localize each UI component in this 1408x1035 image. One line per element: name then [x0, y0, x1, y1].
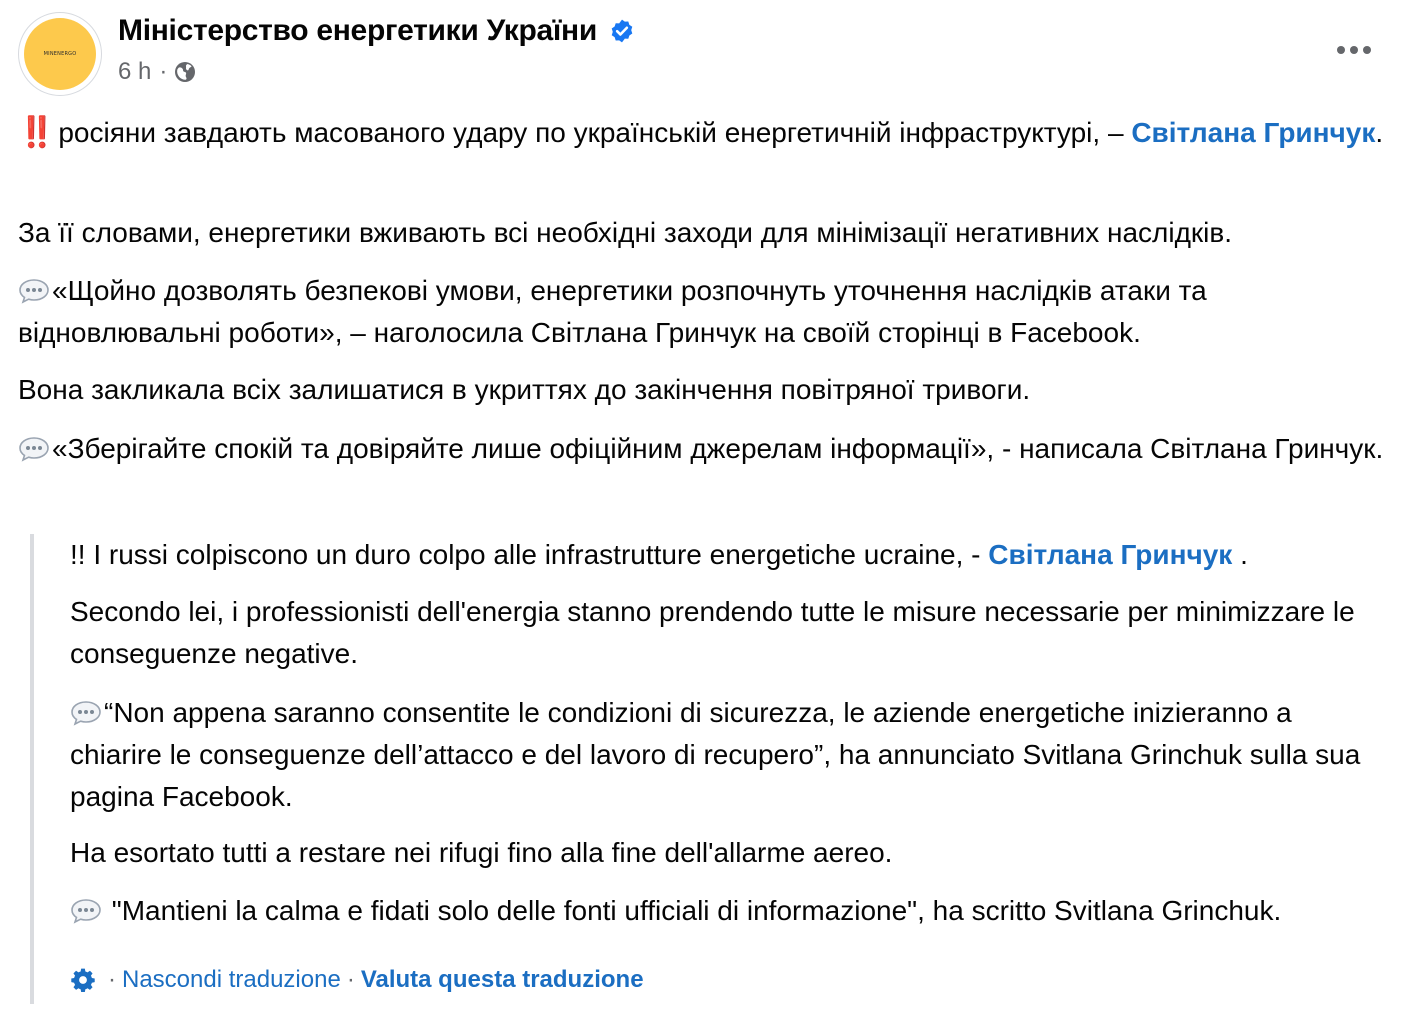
post-timestamp[interactable]: 6 h: [118, 58, 152, 85]
meta-separator: ·: [159, 58, 168, 85]
translation-block: [30, 534, 1404, 1004]
translation-paragraph-1-end: .: [1232, 539, 1248, 570]
translation-paragraph-5-text: "Mantieni la calma e fidati solo delle fonti ufficiali di informazione", ha scritto Svitlana Grinchuk.: [104, 895, 1282, 926]
post-paragraph-1-end: .: [1375, 117, 1384, 148]
post-paragraph-4: Вона закликала всіх залишатися в укриттях до закінчення повітряної тривоги.: [18, 374, 1031, 405]
post-meta: [118, 58, 197, 86]
double-exclamation-icon: ‼️: [18, 116, 53, 149]
translation-paragraph-3: [70, 692, 1390, 818]
post-paragraph-2: За її словами, енергетики вживають всі необхідні заходи для мінімізації негативних наслідків.: [18, 217, 1233, 248]
post-paragraph-1-text: росіяни завдають масованого удару по українській енергетичній інфраструктурі, –: [58, 117, 1132, 148]
translation-paragraph-1-text: !! I russi colpiscono un duro colpo alle infrastrutture energetiche ucraine, -: [70, 539, 989, 570]
gear-icon[interactable]: [70, 967, 96, 993]
post-paragraph-1: [18, 112, 1393, 154]
translation-footer: [70, 966, 644, 994]
post-paragraph-3-text: «Щойно дозволять безпекові умови, енергетики розпочнуть уточнення наслідків атаки та відновлювальні роботи», – наголосила Світлана Гринчук на своїй сторінці в Facebook.: [18, 275, 1207, 348]
page-avatar[interactable]: [18, 12, 102, 96]
speech-balloon-icon: [70, 898, 102, 924]
translation-paragraph-4: Ha esortato tutti a restare nei rifugi fino alla fine dell'allarme aereo.: [70, 837, 893, 868]
speech-balloon-icon: [70, 700, 102, 726]
translation-paragraph-3-text: “Non appena saranno consentite le condizioni di sicurezza, le aziende energetiche inizieranno a chiarire le conseguenze dell’attacco e del lavoro di recupero”, ha annunciato Svitlana Grinchuk sulla sua pagina Facebook.: [70, 697, 1361, 812]
page-name-row: [118, 14, 635, 48]
post-paragraph-5: [18, 428, 1393, 470]
more-options-icon: [1336, 45, 1372, 55]
footer-separator: ·: [346, 966, 355, 993]
verified-badge-icon: [609, 18, 635, 44]
post-paragraph-3: [18, 270, 1393, 354]
globe-icon[interactable]: [173, 60, 197, 84]
translation-author-link[interactable]: Світлана Гринчук: [988, 539, 1233, 570]
speech-balloon-icon: [18, 278, 50, 304]
translation-paragraph-2: Secondo lei, i professionisti dell'energia stanno prendendo tutte le misure necessarie per minimizzare le conseguenze negative.: [70, 596, 1355, 669]
translation-paragraph-1: [70, 534, 1390, 576]
page-name-link[interactable]: Міністерство енергетики України: [118, 14, 598, 47]
author-mention-link[interactable]: Світлана Гринчук: [1131, 117, 1376, 148]
rate-translation-link[interactable]: Valuta questa traduzione: [360, 966, 644, 993]
more-options-button[interactable]: [1330, 30, 1378, 70]
avatar-logo-text: MINENERGO: [43, 51, 77, 57]
footer-separator: ·: [108, 966, 116, 993]
translation-paragraph-5: [70, 890, 1390, 932]
hide-translation-link[interactable]: Nascondi traduzione: [122, 966, 341, 993]
avatar-logo: [24, 18, 96, 90]
post-paragraph-5-text: «Зберігайте спокій та довіряйте лише офіційним джерелам інформації», - написала Світлана Гринчук.: [52, 433, 1384, 464]
speech-balloon-icon: [18, 436, 50, 462]
